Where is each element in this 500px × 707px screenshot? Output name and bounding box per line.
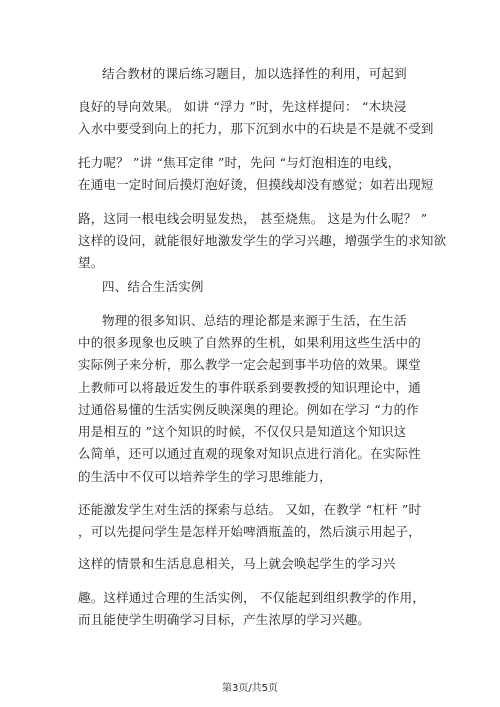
paragraph2-line-8: 的生活中不仅可以培养学生的学习思维能力，	[78, 469, 333, 484]
paragraph2-line-2: 中的很多现象也反映了自然界的生机，如果利用这些生活中的	[78, 335, 421, 350]
paragraph1-line-5: 在通电一定时间后摸灯泡好烫，但摸线却没有感觉；如若出现短	[78, 177, 434, 192]
paragraph2-line-10: ，可以先提问学生是怎样开始啤酒瓶盖的，然后演示用起子，	[78, 524, 421, 539]
page-number: 第3页/共5页	[221, 683, 279, 694]
paragraph2-line-1: 物理的很多知识、总结的理论都是来源于生活，在生活	[102, 313, 407, 328]
paragraph2-line-12: 趣。这样通过合理的生活实例， 不仅能起到组织教学的作用，	[78, 590, 426, 605]
paragraph2-line-13: 而且能使学生明确学习目标，产生浓厚的学习兴趣。	[78, 612, 371, 627]
section-heading: 四、结合生活实例	[102, 279, 204, 294]
paragraph2-line-9: 还能激发学生对生活的探索与总结。 又如，在教学 “杠杆 ”时	[78, 502, 422, 517]
paragraph1-line-4: 托力呢？ ”讲 “焦耳定律 ”时，先问 “与灯泡相连的电线，	[78, 155, 401, 170]
paragraph1-line-1: 结合教材的课后练习题目，加以选择性的利用，可起到	[102, 66, 407, 81]
paragraph2-line-5: 过通俗易懂的生活实例反映深奥的理论。例如在学习 “力的作	[78, 402, 419, 417]
paragraph2-line-7: 么简单，还可以通过直观的现象对知识点进行消化。在实际性	[78, 446, 421, 461]
paragraph2-line-4: 上教师可以将最近发生的事件联系到要教授的知识理论中，通	[78, 380, 421, 395]
paragraph1-line-3: 入水中要受到向上的托力，那下沉到水中的石块是不是就不受到	[78, 121, 434, 136]
paragraph2-line-11: 这样的情景和生活息息相关，马上就会唤起学生的学习兴	[78, 556, 396, 571]
paragraph1-line-8: 望。	[78, 255, 104, 270]
paragraph1-line-7: 这样的设问，就能很好地激发学生的学习兴趣，增强学生的求知欲	[78, 233, 447, 248]
paragraph1-line-6: 路，这同一根电线会明显发热， 甚至烧焦。 这是为什么呢？ ”	[78, 211, 428, 226]
paragraph2-line-3: 实际例子来分析，那么教学一定会起到事半功倍的效果。课堂	[78, 357, 421, 372]
paragraph2-line-6: 用是相互的 ”这个知识的时候，不仅仅只是知道这个知识这	[78, 424, 407, 439]
paragraph1-line-2: 良好的导向效果。 如讲 “浮力 ”时，先这样提问： “木块浸	[78, 99, 407, 114]
